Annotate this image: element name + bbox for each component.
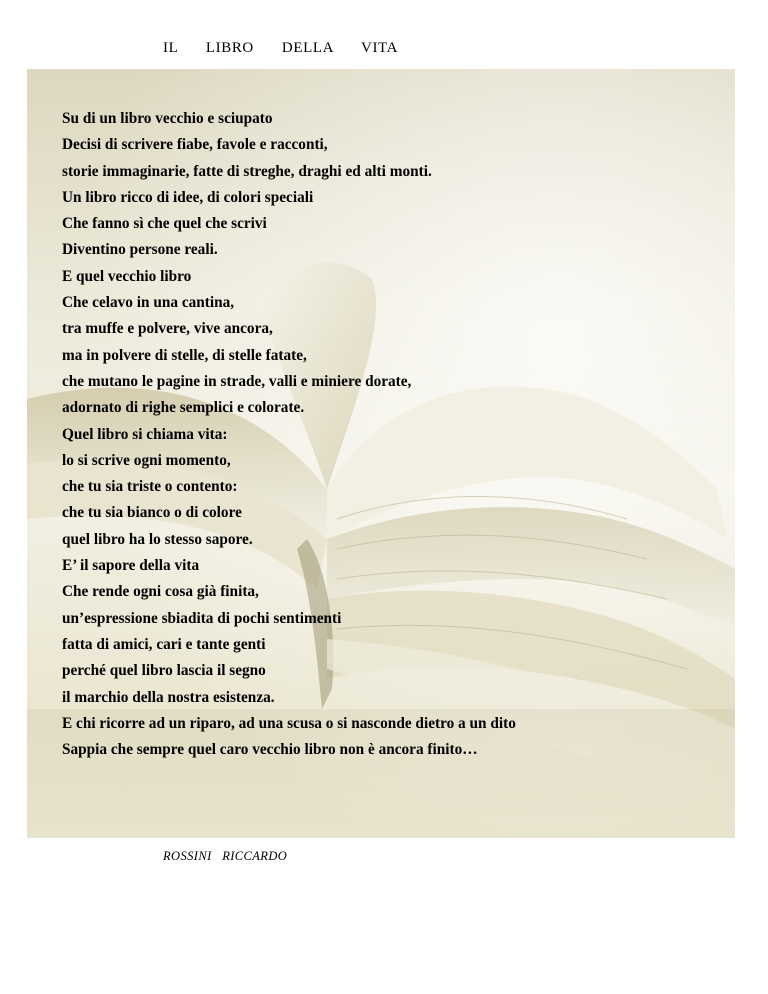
poem-line: ma in polvere di stelle, di stelle fatate, (62, 346, 307, 364)
poem-line: perché quel libro lascia il segno (62, 662, 266, 680)
poem-line: tra muffe e polvere, vive ancora, (62, 320, 273, 338)
poem-line: Che rende ogni cosa già finita, (62, 583, 259, 601)
poem-line: Diventino persone reali. (62, 241, 218, 259)
author-name: ROSSINI RICCARDO (163, 849, 288, 863)
poem-line: quel libro ha lo stesso sapore. (62, 530, 253, 548)
poem-line: Sappia che sempre quel caro vecchio libro non è ancora finito… (62, 741, 478, 759)
poem-line: Che fanno sì che quel che scrivi (62, 215, 267, 233)
poem-line: lo si scrive ogni momento, (62, 451, 231, 469)
poem-line: E’ il sapore della vita (62, 557, 200, 575)
poem-line: Su di un libro vecchio e sciupato (62, 110, 273, 127)
poem-line: che tu sia triste o contento: (62, 478, 238, 496)
poem-line: Decisi di scrivere fiabe, favole e racconti, (62, 136, 328, 154)
poem-line: un’espressione sbiadita di pochi sentimenti (62, 609, 342, 627)
poem-line: il marchio della nostra esistenza. (62, 688, 275, 706)
poem-line: Un libro ricco di idee, di colori speciali (62, 188, 314, 206)
poem-body (62, 110, 516, 767)
poem-line: storie immaginarie, fatte di streghe, draghi ed alti monti. (62, 162, 432, 180)
poem-line: E chi ricorre ad un riparo, ad una scusa o si nasconde dietro a un dito (62, 714, 516, 732)
poem-line: E quel vecchio libro (62, 267, 192, 285)
poem-line: adornato di righe semplici e colorate. (62, 399, 305, 417)
poem-line: che mutano le pagine in strade, valli e miniere dorate, (62, 372, 412, 390)
poem-line: Quel libro si chiama vita: (62, 425, 228, 443)
poem-line: che tu sia bianco o di colore (62, 504, 242, 522)
poem-line: fatta di amici, cari e tante genti (62, 635, 266, 653)
poem-title: IL LIBRO DELLA VITA (163, 40, 399, 56)
poem-line: Che celavo in una cantina, (62, 294, 235, 312)
